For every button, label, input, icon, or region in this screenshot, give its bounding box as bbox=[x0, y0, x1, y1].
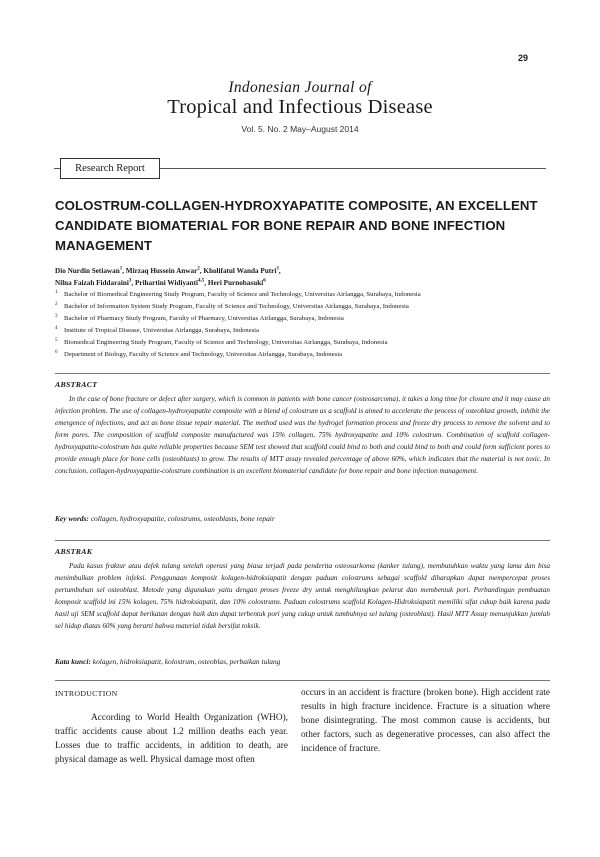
introduction-column-left bbox=[55, 711, 288, 767]
author: Prihartini Widiyanti$^{4,5}$, bbox=[134, 278, 208, 288]
article-title: COLOSTRUM-COLLAGEN-HYDROXYAPATITE COMPOSITE, AN EXCELLENT CANDIDATE BIOMATERIAL FOR BONE REPAIR AND BONE INFECTION MANAGEMENT bbox=[55, 198, 538, 253]
introduction-heading: INTRODUCTION bbox=[55, 689, 118, 698]
kata-kunci-value: kolagen, hidroksiapatit, kolostrum, osteoblas, perbaikan tulang bbox=[92, 657, 281, 666]
author: Mirzaq Hussein Anwar$^2$, bbox=[125, 267, 204, 276]
abstrak-body bbox=[55, 560, 550, 632]
abstract-body bbox=[55, 393, 550, 477]
affiliation-item: $^6$ Department of Biology, Faculty of Science and Technology, Universitas Airlangga, Surabaya, Indonesia bbox=[55, 349, 343, 358]
abstrak-keywords bbox=[55, 657, 550, 666]
abstrak-divider bbox=[55, 540, 550, 541]
kata-kunci-label: Kata kunci: bbox=[55, 657, 91, 666]
affiliation-item: $^1$ Bachelor of Biomedical Engineering Study Program, Faculty of Science and Technology, Universitas Airlangga, Surabaya, Indonesia bbox=[55, 290, 421, 299]
journal-title: Tropical and Infectious Disease bbox=[167, 96, 433, 118]
author-list bbox=[55, 265, 550, 289]
abstract-keywords bbox=[55, 514, 550, 523]
article-type-label: Research Report bbox=[60, 158, 160, 179]
introduction-divider bbox=[55, 680, 550, 681]
journal-script-name: Indonesian Journal of bbox=[228, 79, 372, 96]
author: Dio Nurdin Setiawan$^1$, bbox=[55, 267, 126, 276]
introduction-paragraph: occurs in an accident is fracture (broken bone). High accident rate results in high fracture incidence. Fracture is a situation where bone disintegrating. The most common cause is accidents, but other factors, such as degenerative processes, can also affect the incidence of fracture. bbox=[301, 688, 550, 754]
abstrak-heading: ABSTRAK bbox=[55, 547, 93, 556]
abstrak-text: Pada kasus fraktur atau defek tulang setelah operasi yang biasa terjadi pada penderita osteosarkoma (kanker tulang), membutuhkan waktu yang lama dan bisa menimbulkan problem infeksi. Penggunaan komposit kolagen-hidroksiapatit dengan paduan colostrums sebagai scaffold diharapkan dapat mempercepat proses pertumbuhan sel osteoblast. Metode yang digunakan yaitu dengan proses freeze dry untuk menghilangkan pelarut dan membentuk pori. Perbandingan pembuatan komposit scaffold ini 15% kolagen, 75% hidroksiapatit, dan 10% colostrums. Paduan colostrums scaffold Kolagen-Hidroksiapatit memiliki sifat cukup baik karena pada hasil uji SEM scaffold dapat berikatan dengan baik dan dapat terbentuk pori yang cukup untuk tumbuhnya sel tulang (osteoblast). Hasil MTT Assay menunjukkan jumlah sel hidup diatas 60% yang berarti bahwa material tidak bersifat toksik. bbox=[55, 562, 550, 630]
journal-volume: Vol. 5. No. 2 May–August 2014 bbox=[241, 124, 359, 134]
affiliation-item: $^4$ Institute of Tropical Disease, Universitas Airlangga, Surabaya, Indonesia bbox=[55, 325, 260, 335]
abstract-text: In the case of bone fracture or defect after surgery, which is common in patients with bone cancer (osteosarcoma), it takes a long time for closure and it may cause an infection problem. The use of collagen-hydroxyapatite composite with a blend of colostrum as a scaffold is aimed to accelerate the process of osteoblast growth, inhibit the emergence of infections, and act as bone tissue repair material. The method used was the hydrogel formation process and freeze dry process to remove the solvent and to form pores. The composition of scaffold composite manufactured was 15% collagen, 75% hydroxyapatite and 10% colostrum. Combination of scaffold collagen-hydroxyapatite-colostrum has quite reliable properties because SEM test showed that scaffold could bind to both and could bind to both and could form sufficient pores to provide enough place for bone cells (osteoblasts) to grow. The results of MTT assay revealed percentage of above 60%, which indicates that the material is not toxic. In conclusion, collagen-hydroxyapatite-colostrum combination is an excellent biomaterial candidate for bone repair and bone infection management. bbox=[55, 395, 550, 475]
keywords-value: collagen, hydroxyapatite, colostrums, osteoblasts, bone repair bbox=[90, 514, 275, 523]
abstract-divider bbox=[55, 373, 550, 374]
abstract-heading: ABSTRACT bbox=[55, 380, 98, 389]
author: Heri Purnobasuki$^6$ bbox=[207, 278, 266, 288]
affiliation-item: $^2$ Bachelor of Information System Study Program, Faculty of Science and Technology, Universitas Airlangga, Surabaya, Indonesia bbox=[55, 301, 409, 311]
page-number: 29 bbox=[517, 53, 528, 63]
author: Nilna Faizah Fiddaraini$^3$, bbox=[55, 278, 135, 288]
affiliation-list bbox=[55, 288, 550, 360]
affiliation-item: $^5$ Biomedical Engineering Study Program, Faculty of Science and Technology, Universitas Airlangga, Surabaya, Indonesia bbox=[55, 337, 388, 346]
affiliation-item: $^3$ Bachelor of Pharmacy Study Program, Faculty of Pharmacy, Universitas Airlangga, Surabaya, Indonesia bbox=[55, 313, 344, 323]
author: Kholifatul Wanda Putri$^3$, bbox=[203, 267, 281, 276]
introduction-column-right bbox=[301, 686, 550, 756]
introduction-paragraph: According to World Health Organization (WHO), traffic accidents cause about 1.2 million deaths each year. Losses due to traffic accidents, in addition to death, are physical damage as well. Physical damage most often bbox=[55, 713, 288, 765]
keywords-label: Key words: bbox=[55, 514, 89, 523]
